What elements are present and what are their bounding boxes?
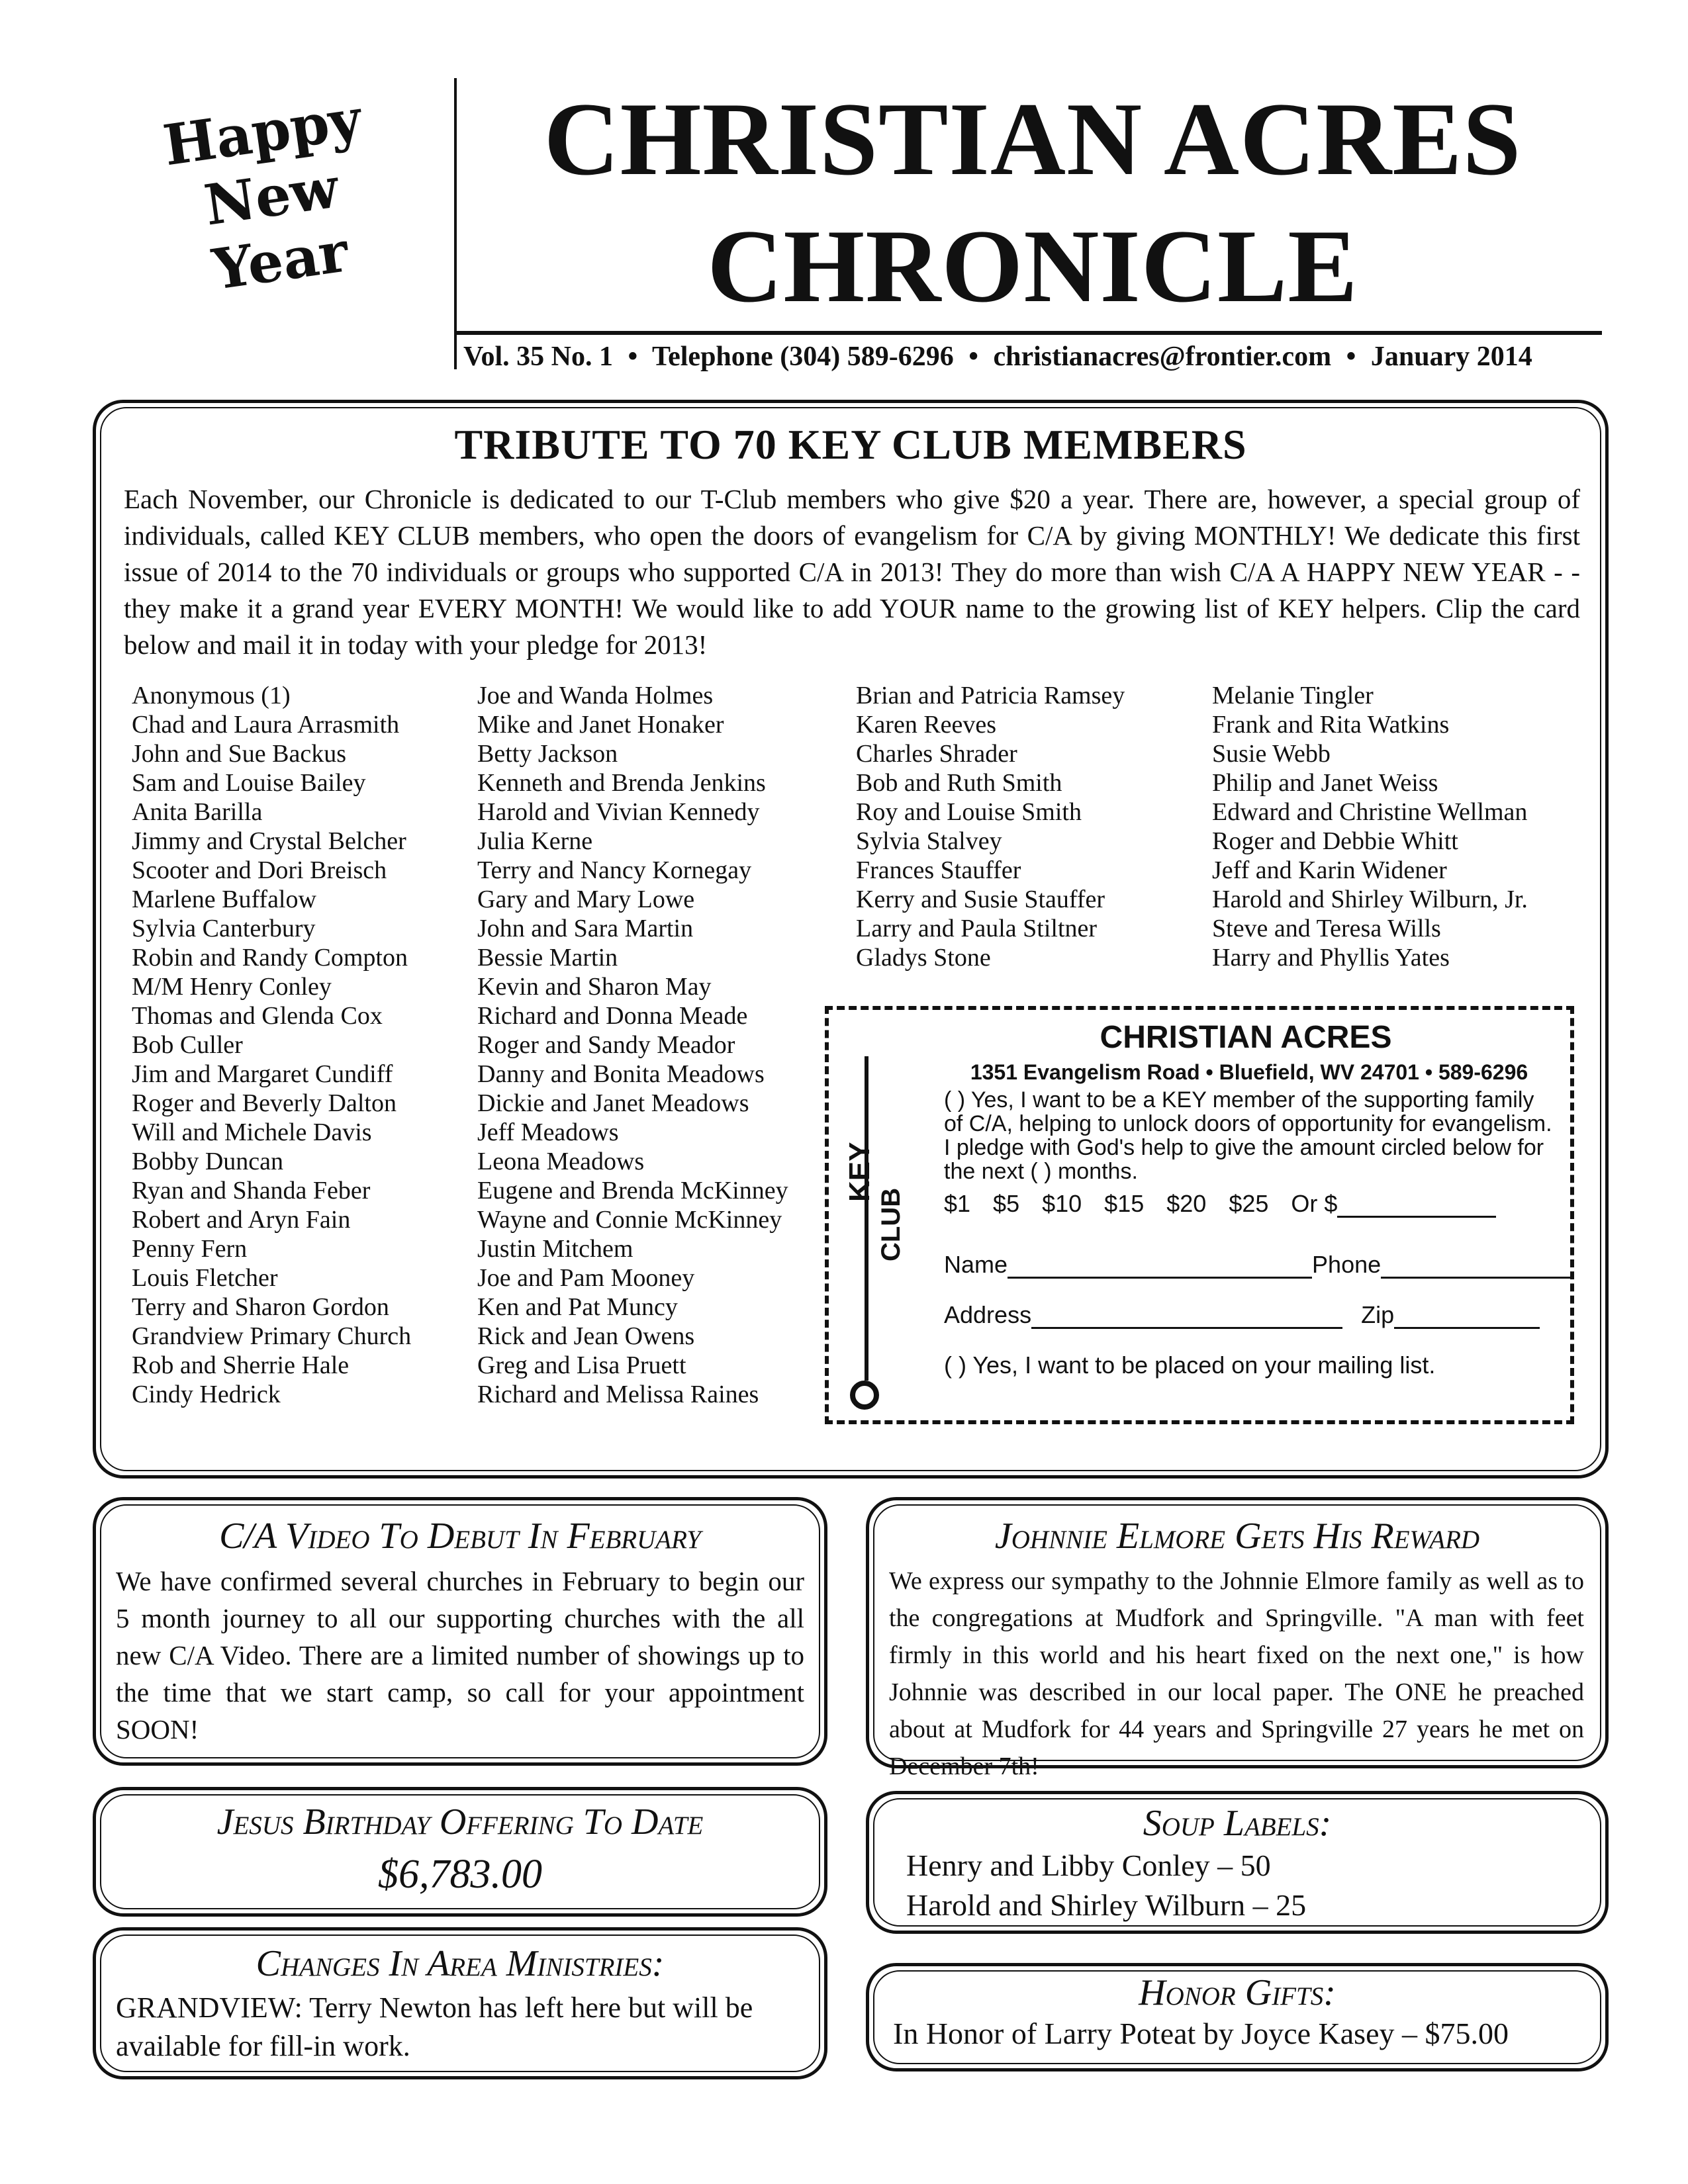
card-title: CHRISTIAN ACRES (1100, 1020, 1392, 1055)
email: christianacres@frontier.com (993, 341, 1332, 372)
key-ring-icon (850, 1381, 879, 1410)
list-item: Marlene Buffalow (132, 886, 316, 913)
changes-text: Terry Newton has left here but will be available for fill-in work. (116, 1991, 753, 2062)
honor-body: In Honor of Larry Poteat by Joyce Kasey – $75.00 (893, 2017, 1509, 2050)
list-item: Wayne and Connie McKinney (477, 1206, 782, 1234)
list-item: Dickie and Janet Meadows (477, 1089, 749, 1117)
telephone: Telephone (304) 589-6296 (651, 341, 954, 372)
separator: • (1346, 341, 1356, 372)
list-item: Justin Mitchem (477, 1235, 633, 1263)
volume-number: Vol. 35 No. 1 (463, 341, 613, 372)
list-item: Anita Barilla (132, 798, 263, 826)
list-item: Robert and Aryn Fain (132, 1206, 351, 1234)
list-item: Robin and Randy Compton (132, 944, 408, 972)
happy-new-year-greeting (120, 81, 423, 312)
list-item: Sylvia Stalvey (856, 827, 1002, 855)
key-shaft-icon (865, 1056, 868, 1381)
list-item: M/M Henry Conley (132, 973, 332, 1001)
amount-option[interactable]: $5 (993, 1190, 1020, 1217)
list-item: Louis Fletcher (132, 1264, 278, 1292)
video-body: We have confirmed several churches in February to begin our 5 month journey to all our supporting churches with the all new C/A Video. There are a limited number of showings up to the time that we start camp, so call for your appointment SOON! (116, 1566, 804, 1745)
greeting-word: Happy (159, 85, 365, 179)
list-item: Frank and Rita Watkins (1212, 711, 1450, 739)
list-item: Edward and Christine Wellman (1212, 798, 1528, 826)
list-item: Sam and Louise Bailey (132, 769, 366, 797)
johnnie-elmore-box (866, 1497, 1609, 1780)
list-item: Kerry and Susie Stauffer (856, 886, 1105, 913)
other-amount (1291, 1190, 1496, 1218)
masthead-rule (454, 331, 1602, 335)
johnnie-body: We express our sympathy to the Johnnie Elmore family as well as to the congregations at Mudfork and Springville. "A man with feet firmly in this world and his heart fixed on the next one," is how Johnnie was described in our local paper. The ONE he preached about at Mudfork for 44 years and Springville 27 years he met on December 7th! (889, 1567, 1584, 1780)
greeting-word: New (200, 154, 343, 238)
offering-amount: $6,783.00 (378, 1852, 542, 1897)
amount-option[interactable]: $20 (1166, 1190, 1207, 1217)
masthead-divider (454, 78, 457, 369)
soup-heading: Soup Labels: (1143, 1803, 1332, 1844)
list-item: Larry and Paula Stiltner (856, 915, 1098, 942)
list-item: Eugene and Brenda McKinney (477, 1177, 788, 1205)
list-item: Richard and Melissa Raines (477, 1381, 759, 1408)
list-item: Karen Reeves (856, 711, 997, 739)
name-field[interactable] (1008, 1257, 1312, 1279)
list-item: Harold and Shirley Wilburn – 25 (906, 1888, 1307, 1922)
phone-label: Phone (1312, 1251, 1382, 1278)
list-item: Joe and Wanda Holmes (477, 682, 714, 709)
key-label: KEY (843, 1142, 876, 1202)
list-item: Ryan and Shanda Feber (132, 1177, 371, 1205)
list-item: Philip and Janet Weiss (1212, 769, 1438, 797)
other-amount-field[interactable] (1337, 1196, 1496, 1218)
address-row (944, 1301, 1540, 1329)
list-item: Penny Fern (132, 1235, 248, 1263)
list-item: John and Sue Backus (132, 740, 347, 768)
address-field[interactable] (1031, 1307, 1342, 1329)
list-item: Scooter and Dori Breisch (132, 856, 387, 884)
member-column-1 (132, 681, 411, 1409)
list-item: Bob and Ruth Smith (856, 769, 1062, 797)
list-item: Rick and Jean Owens (477, 1322, 695, 1350)
list-item: Richard and Donna Meade (477, 1002, 748, 1030)
pledge-amounts (944, 1190, 1553, 1218)
separator: • (968, 341, 978, 372)
list-item: Danny and Bonita Meadows (477, 1060, 765, 1088)
list-item: Terry and Sharon Gordon (132, 1293, 389, 1321)
amount-option[interactable]: $15 (1104, 1190, 1145, 1217)
list-item: Bessie Martin (477, 944, 618, 972)
soup-labels-box (866, 1791, 1609, 1934)
list-item: John and Sara Martin (477, 915, 694, 942)
tribute-heading: TRIBUTE TO 70 KEY CLUB MEMBERS (454, 421, 1247, 468)
list-item: Jimmy and Crystal Belcher (132, 827, 406, 855)
list-item: Frances Stauffer (856, 856, 1021, 884)
list-item: Roger and Beverly Dalton (132, 1089, 397, 1117)
card-address: 1351 Evangelism Road • Bluefield, WV 24701 • 589-6296 (970, 1060, 1528, 1084)
list-item: Jeff and Karin Widener (1212, 856, 1447, 884)
separator: • (628, 341, 638, 372)
list-item: Cindy Hedrick (132, 1381, 281, 1408)
list-item: Gladys Stone (856, 944, 991, 972)
list-item: Kevin and Sharon May (477, 973, 712, 1001)
soup-list (906, 1846, 1306, 1925)
amount-option[interactable]: $10 (1042, 1190, 1082, 1217)
list-item: Ken and Pat Muncy (477, 1293, 678, 1321)
member-column-3 (856, 681, 1125, 972)
zip-label: Zip (1361, 1301, 1395, 1328)
title-line-2: CHRONICLE (707, 208, 1358, 324)
member-column-4 (1212, 681, 1528, 972)
list-item: Bob Culler (132, 1031, 243, 1059)
name-label: Name (944, 1251, 1008, 1278)
list-item: Leona Meadows (477, 1148, 645, 1175)
key-club-emblem (845, 1036, 917, 1394)
list-item: Roy and Louise Smith (856, 798, 1082, 826)
list-item: Kenneth and Brenda Jenkins (477, 769, 766, 797)
address-label: Address (944, 1301, 1032, 1328)
issue-date: January 2014 (1370, 341, 1532, 372)
club-label: CLUB (876, 1187, 906, 1261)
mailing-list-option[interactable]: ( ) Yes, I want to be placed on your mailing list. (944, 1351, 1436, 1379)
other-amount-label: Or $ (1291, 1190, 1338, 1217)
amount-option[interactable]: $1 (944, 1190, 971, 1217)
list-item: Betty Jackson (477, 740, 618, 768)
list-item: Chad and Laura Arrasmith (132, 711, 400, 739)
list-item: Melanie Tingler (1212, 682, 1374, 709)
list-item: Grandview Primary Church (132, 1322, 412, 1350)
list-item: Sylvia Canterbury (132, 915, 316, 942)
video-heading: C/A Video To Debut In February (219, 1516, 701, 1557)
list-item: Terry and Nancy Kornegay (477, 856, 752, 884)
zip-field[interactable] (1394, 1307, 1540, 1329)
list-item: Charles Shrader (856, 740, 1017, 768)
phone-field[interactable] (1381, 1257, 1573, 1279)
issue-info-bar (463, 339, 1599, 375)
list-item: Rob and Sherrie Hale (132, 1351, 350, 1379)
list-item: Will and Michele Davis (132, 1118, 372, 1146)
list-item: Anonymous (1) (132, 682, 291, 709)
honor-gifts-box (866, 1963, 1609, 2071)
list-item: Greg and Lisa Pruett (477, 1351, 686, 1379)
list-item: Roger and Sandy Meador (477, 1031, 735, 1059)
list-item: Gary and Mary Lowe (477, 886, 695, 913)
johnnie-heading: Johnnie Elmore Gets His Reward (994, 1516, 1480, 1557)
tribute-intro: Each November, our Chronicle is dedicated to our T-Club members who give $20 a year. There are, however, a special group of individuals, called KEY CLUB members, who open the doors of evangelism for C/A by giving MONTHLY! We dedicate this first issue of 2014 to the 70 individuals or groups who supported C/A in 2013! They do more than wish C/A A HAPPY NEW YEAR - - they make it a grand year EVERY MONTH! We would like to add YOUR name to the growing list of KEY helpers. Clip the card below and mail it in today with your pledge for 2013! (124, 484, 1580, 660)
newsletter-title (463, 76, 1602, 330)
amount-option[interactable]: $25 (1229, 1190, 1269, 1217)
name-row (944, 1251, 1573, 1279)
pledge-text: ( ) Yes, I want to be a KEY member of the supporting family of C/A, helping to unlock doors of opportunity for evangelism. I pledge with God's help to give the amount circled below for the next ( ) months. (944, 1087, 1552, 1184)
list-item: Jeff Meadows (477, 1118, 619, 1146)
list-item: Julia Kerne (477, 827, 593, 855)
list-item: Joe and Pam Mooney (477, 1264, 695, 1292)
offering-heading: Jesus Birthday Offering To Date (216, 1801, 704, 1843)
list-item: Henry and Libby Conley – 50 (906, 1848, 1271, 1882)
list-item: Mike and Janet Honaker (477, 711, 724, 739)
honor-heading: Honor Gifts: (1139, 1972, 1336, 2013)
area-ministries-box (93, 1927, 827, 2079)
greeting-word: Year (209, 218, 352, 302)
list-item: Harry and Phyllis Yates (1212, 944, 1450, 972)
birthday-offering-box (93, 1787, 827, 1917)
list-item: Brian and Patricia Ramsey (856, 682, 1125, 709)
list-item: Thomas and Glenda Cox (132, 1002, 383, 1030)
title-line-1: CHRISTIAN ACRES (543, 81, 1522, 197)
list-item: Roger and Debbie Whitt (1212, 827, 1458, 855)
list-item: Susie Webb (1212, 740, 1331, 768)
list-item: Harold and Vivian Kennedy (477, 798, 760, 826)
changes-heading: Changes In Area Ministries: (256, 1943, 665, 1984)
changes-label: GRANDVIEW: (116, 1991, 303, 2024)
key-club-pledge-card (825, 1006, 1574, 1424)
list-item: Steve and Teresa Wills (1212, 915, 1441, 942)
video-debut-box (93, 1497, 827, 1766)
changes-body (116, 1989, 804, 2066)
list-item: Bobby Duncan (132, 1148, 284, 1175)
list-item: Jim and Margaret Cundiff (132, 1060, 393, 1088)
list-item: Harold and Shirley Wilburn, Jr. (1212, 886, 1528, 913)
member-column-2 (477, 681, 788, 1409)
